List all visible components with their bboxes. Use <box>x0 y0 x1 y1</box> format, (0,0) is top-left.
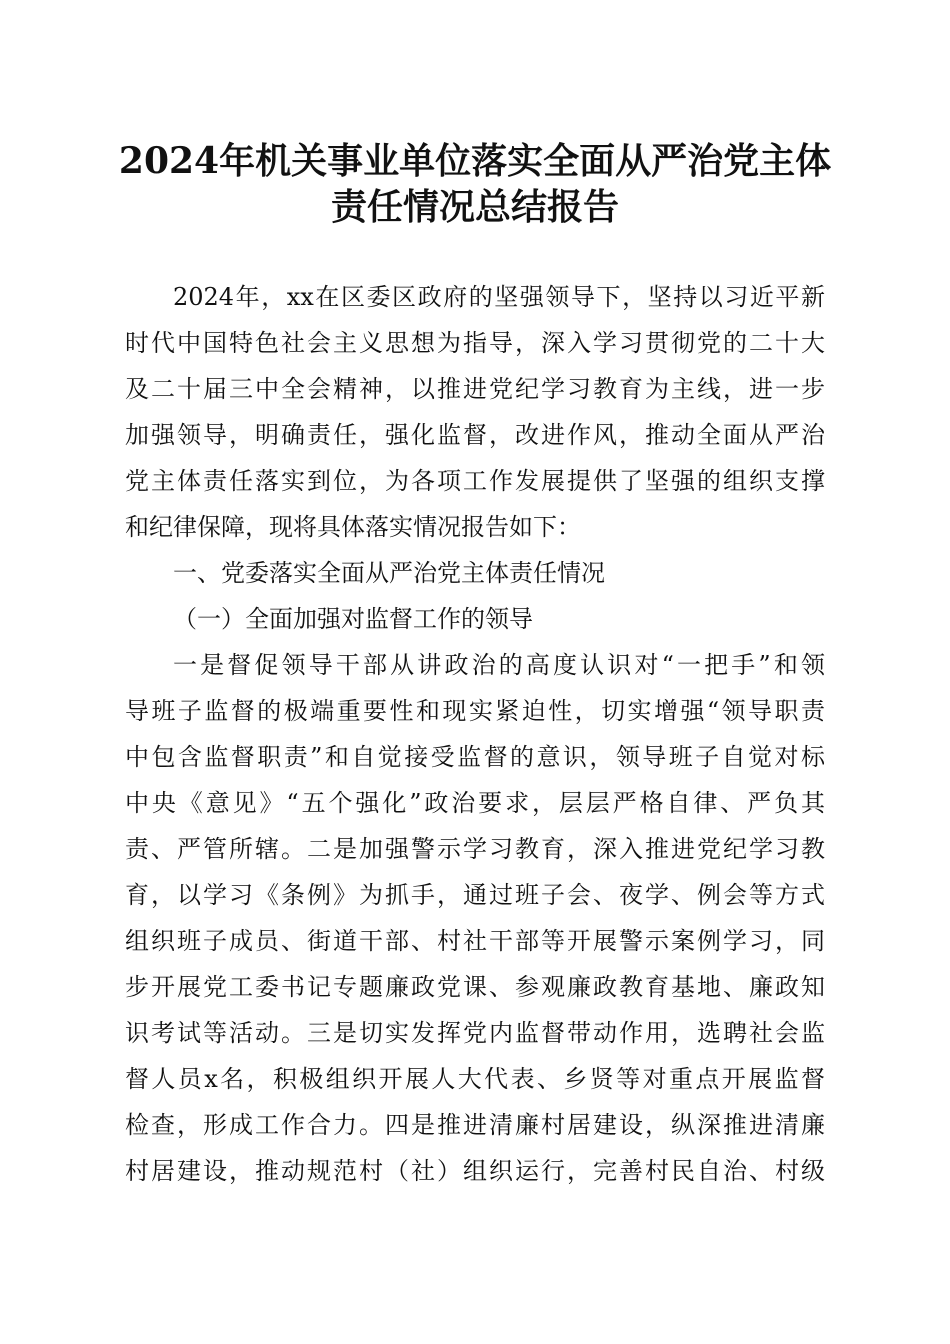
body-line-8: 步开展党工委书记专题廉政党课、参观廉政教育基地、廉政知 <box>125 973 825 1001</box>
intro-line-3: 及二十届三中全会精神，以推进党纪学习教育为主线，进一步 <box>125 375 825 403</box>
body-line-7: 组织班子成员、街道干部、村社干部等开展警示案例学习，同 <box>125 927 825 955</box>
body-line-6: 育，以学习《条例》为抓手，通过班子会、夜学、例会等方式 <box>125 881 825 909</box>
body-line-11: 检查，形成工作合力。四是推进清廉村居建设，纵深推进清廉 <box>125 1111 825 1139</box>
body-line-1: 一是督促领导干部从讲政治的高度认识对“一把手”和领 <box>173 651 825 679</box>
body-line-12: 村居建设，推动规范村（社）组织运行，完善村民自治、村级 <box>125 1157 825 1185</box>
intro-line-2: 时代中国特色社会主义思想为指导，深入学习贯彻党的二十大 <box>125 329 825 357</box>
body-line-5: 责、严管所辖。二是加强警示学习教育，深入推进党纪学习教 <box>125 835 825 863</box>
subsection-heading-1: （一）全面加强对监督工作的领导 <box>173 605 533 633</box>
document-title-line-1: 2024年机关事业单位落实全面从严治党主体 <box>118 140 832 182</box>
intro-line-4: 加强领导，明确责任，强化监督，改进作风，推动全面从严治 <box>125 421 825 449</box>
document-title-line-2: 责任情况总结报告 <box>330 186 619 228</box>
body-line-4: 中央《意见》“五个强化”政治要求，层层严格自律、严负其 <box>125 789 825 817</box>
intro-line-5: 党主体责任落实到位，为各项工作发展提供了坚强的组织支撑 <box>125 467 825 495</box>
body-line-9: 识考试等活动。三是切实发挥党内监督带动作用，选聘社会监 <box>125 1019 825 1047</box>
intro-line-1: 2024年，xx在区委区政府的坚强领导下，坚持以习近平新 <box>173 283 825 311</box>
body-line-2: 导班子监督的极端重要性和现实紧迫性，切实增强“领导职责 <box>125 697 825 725</box>
body-line-10: 督人员x名，积极组织开展人大代表、乡贤等对重点开展监督 <box>125 1065 825 1093</box>
intro-line-6: 和纪律保障，现将具体落实情况报告如下： <box>125 513 581 541</box>
body-line-3: 中包含监督职责”和自觉接受监督的意识，领导班子自觉对标 <box>125 743 825 771</box>
section-heading-1: 一、党委落实全面从严治党主体责任情况 <box>173 559 605 587</box>
